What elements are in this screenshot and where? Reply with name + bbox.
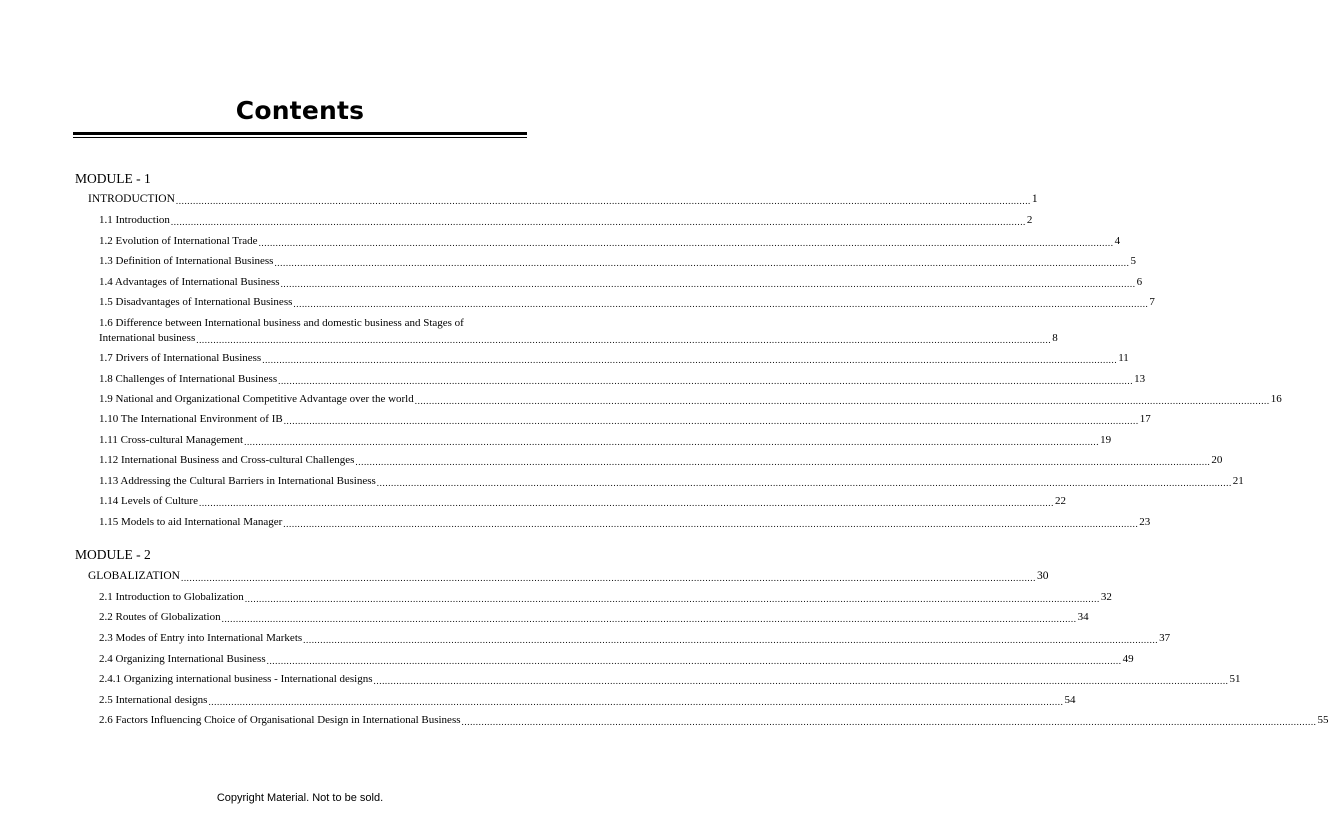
- toc-entry[interactable]: [99, 495, 1066, 508]
- toc-leader-dots: ............................................................................................................................................................................................................................................................................................................: [274, 258, 1130, 268]
- toc-entry[interactable]: [99, 454, 1223, 467]
- toc-leader-dots: ............................................................................................................................................................................................................................................................................................................: [280, 279, 1136, 289]
- toc-entry[interactable]: [99, 413, 1151, 426]
- toc-entry[interactable]: [99, 352, 1129, 365]
- toc-page-number: 6: [1136, 276, 1143, 288]
- toc-page-number: 13: [1134, 373, 1146, 385]
- toc-entry-title: 1.11 Cross-cultural Management: [99, 434, 244, 446]
- toc-page-number: 32: [1100, 591, 1112, 603]
- toc-entry[interactable]: [99, 516, 1151, 529]
- toc-entry-title: International business: [99, 332, 196, 344]
- toc-entry[interactable]: [99, 434, 1112, 447]
- toc-entry[interactable]: [99, 591, 1112, 604]
- toc-entry-title: 1.2 Evolution of International Trade: [99, 235, 258, 247]
- toc-entry-title: 2.2 Routes of Globalization: [99, 611, 221, 623]
- toc-leader-dots: ............................................................................................................................................................................................................................................................................................................: [244, 437, 1100, 447]
- toc-leader-dots: ............................................................................................................................................................................................................................................................................................................: [293, 299, 1149, 309]
- copyright-footer: Copyright Material. Not to be sold.: [216, 792, 384, 804]
- toc-entry-title: 2.6 Factors Influencing Choice of Organisational Design in International Business: [99, 714, 461, 726]
- toc-entry[interactable]: [99, 296, 1155, 309]
- toc-leader-dots: ............................................................................................................................................................................................................................................................................................................: [283, 416, 1139, 426]
- toc-entry-title: 2.4.1 Organizing international business - International designs: [99, 673, 373, 685]
- toc-page-number: 51: [1229, 673, 1241, 685]
- toc-leader-dots: ............................................................................................................................................................................................................................................................................................................: [266, 656, 1122, 666]
- toc-entry[interactable]: [99, 373, 1146, 386]
- toc-page-number: 8: [1052, 332, 1058, 344]
- toc-page-number: 1: [1031, 193, 1038, 205]
- toc-entry[interactable]: [99, 235, 1121, 248]
- toc-entry-title: 2.4 Organizing International Business: [99, 653, 266, 665]
- toc-entry[interactable]: [99, 673, 1241, 686]
- toc-entry-title: 1.14 Levels of Culture: [99, 495, 198, 507]
- toc-entry[interactable]: [99, 255, 1136, 268]
- toc-entry-title: 2.5 International designs: [99, 694, 208, 706]
- toc-page-number: 5: [1130, 255, 1136, 267]
- toc-chapter-title: INTRODUCTION: [88, 193, 175, 205]
- toc-page-number: 34: [1077, 611, 1089, 623]
- toc-entry-title: 1.4 Advantages of International Business: [99, 276, 280, 288]
- toc-entry[interactable]: [99, 653, 1134, 666]
- toc-entry-title: 1.15 Models to aid International Manager: [99, 516, 283, 528]
- toc-page-number: 4: [1114, 235, 1121, 247]
- toc-leader-dots: ............................................................................................................................................................................................................................................................................................................: [376, 478, 1232, 488]
- toc-page-number: 37: [1159, 632, 1171, 644]
- toc-leader-dots: ............................................................................................................................................................................................................................................................................................................: [414, 396, 1270, 406]
- toc-entry-title: 1.1 Introduction: [99, 214, 170, 226]
- toc-leader-dots: ............................................................................................................................................................................................................................................................................................................: [208, 697, 1064, 707]
- toc-entry-title: 1.10 The International Environment of IB: [99, 413, 283, 425]
- toc-entry[interactable]: [99, 611, 1089, 624]
- toc-page-number: 7: [1149, 296, 1155, 308]
- toc-entry[interactable]: [99, 276, 1143, 289]
- toc-chapter-title: GLOBALIZATION: [88, 570, 180, 582]
- toc-leader-dots: ............................................................................................................................................................................................................................................................................................................: [198, 498, 1054, 508]
- toc-leader-dots: ............................................................................................................................................................................................................................................................................................................: [303, 635, 1159, 645]
- toc-leader-dots: ............................................................................................................................................................................................................................................................................................................: [355, 457, 1211, 467]
- toc-entry[interactable]: [99, 632, 1171, 645]
- toc-chapter[interactable]: [88, 570, 1049, 583]
- toc-entry-title: 1.9 National and Organizational Competitive Advantage over the world: [99, 393, 414, 405]
- toc-page-number: 49: [1122, 653, 1134, 665]
- toc-leader-dots: ............................................................................................................................................................................................................................................................................................................: [170, 217, 1026, 227]
- toc-entry-title: 1.5 Disadvantages of International Business: [99, 296, 293, 308]
- toc-page-number: 54: [1064, 694, 1076, 706]
- toc-page-number: 22: [1054, 495, 1066, 507]
- module-heading: MODULE - 2: [75, 547, 151, 562]
- toc-leader-dots: ............................................................................................................................................................................................................................................................................................................: [196, 335, 1052, 345]
- toc-leader-dots: ............................................................................................................................................................................................................................................................................................................: [180, 573, 1036, 583]
- toc-leader-dots: ............................................................................................................................................................................................................................................................................................................: [461, 717, 1317, 727]
- title-rule-thin: [73, 137, 527, 138]
- toc-page-number: 19: [1100, 434, 1112, 446]
- toc-entry[interactable]: [99, 475, 1244, 488]
- toc-entry-title: 2.3 Modes of Entry into International Markets: [99, 632, 303, 644]
- toc-page-number: 16: [1270, 393, 1282, 405]
- toc-entry[interactable]: [99, 694, 1076, 707]
- toc-page-number: 23: [1139, 516, 1151, 528]
- toc-entry-title: 1.7 Drivers of International Business: [99, 352, 262, 364]
- module-heading: MODULE - 1: [75, 171, 151, 186]
- toc-entry[interactable]: [99, 714, 1329, 727]
- page-title: Contents: [235, 96, 365, 125]
- toc-leader-dots: ............................................................................................................................................................................................................................................................................................................: [175, 196, 1031, 206]
- toc-page-number: 2: [1026, 214, 1033, 226]
- toc-entry[interactable]: [99, 214, 1033, 227]
- toc-leader-dots: ............................................................................................................................................................................................................................................................................................................: [262, 355, 1118, 365]
- toc-entry[interactable]: [99, 393, 1282, 406]
- toc-leader-dots: ............................................................................................................................................................................................................................................................................................................: [258, 238, 1114, 248]
- toc-entry-title: 1.8 Challenges of International Business: [99, 373, 278, 385]
- toc-entry-title-line1[interactable]: 1.6 Difference between International business and domestic business and Stages of: [99, 317, 464, 329]
- toc-chapter[interactable]: [88, 193, 1038, 206]
- toc-leader-dots: ............................................................................................................................................................................................................................................................................................................: [373, 676, 1229, 686]
- toc-leader-dots: ............................................................................................................................................................................................................................................................................................................: [244, 594, 1100, 604]
- toc-page-number: 55: [1317, 714, 1329, 726]
- toc-entry[interactable]: [99, 332, 1058, 345]
- toc-leader-dots: ............................................................................................................................................................................................................................................................................................................: [283, 519, 1139, 529]
- toc-entry-title: 1.12 International Business and Cross-cultural Challenges: [99, 454, 355, 466]
- toc-entry-title: 1.13 Addressing the Cultural Barriers in International Business: [99, 475, 376, 487]
- toc-entry-title: 1.3 Definition of International Business: [99, 255, 274, 267]
- title-rule-thick: [73, 132, 527, 135]
- toc-page-number: 21: [1232, 475, 1244, 487]
- toc-page-number: 20: [1211, 454, 1223, 466]
- toc-leader-dots: ............................................................................................................................................................................................................................................................................................................: [278, 376, 1134, 386]
- toc-page-number: 30: [1036, 570, 1049, 582]
- toc-leader-dots: ............................................................................................................................................................................................................................................................................................................: [221, 614, 1077, 624]
- toc-page-number: 11: [1118, 352, 1129, 364]
- toc-entry-title: 2.1 Introduction to Globalization: [99, 591, 244, 603]
- toc-page-number: 17: [1139, 413, 1151, 425]
